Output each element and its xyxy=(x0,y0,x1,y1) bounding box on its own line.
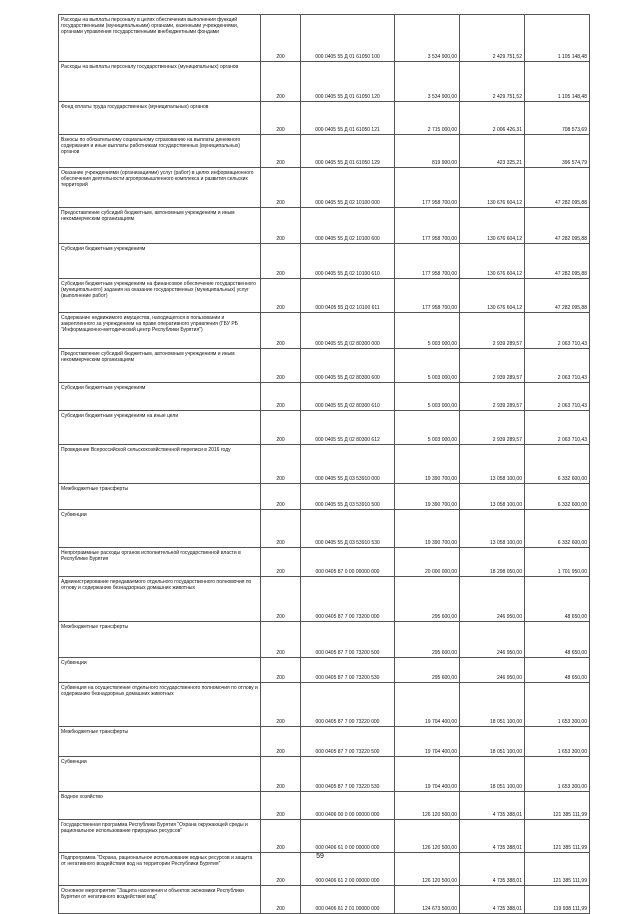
row-line-code: 200 xyxy=(261,15,301,62)
row-executed-amount: 2 429 751,52 xyxy=(460,15,525,62)
row-budget-code: 000 0405 87 7 00 73220 000 xyxy=(301,683,395,727)
row-line-code: 200 xyxy=(261,622,301,658)
row-budget-code: 000 0405 55 Д 01 61050 100 xyxy=(301,15,395,62)
row-approved-amount: 177 958 700,00 xyxy=(395,208,460,244)
row-executed-amount: 130 676 604,12 xyxy=(460,208,525,244)
row-approved-amount: 126 120 500,00 xyxy=(395,820,460,853)
table-row xyxy=(59,279,590,313)
row-budget-code: 000 0405 55 Д 02 80300 610 xyxy=(301,383,395,411)
row-budget-code: 000 0405 55 Д 02 80300 612 xyxy=(301,411,395,445)
row-unexecuted-amount: 48 650,00 xyxy=(525,577,590,622)
row-executed-amount: 4 735 388,01 xyxy=(460,886,525,914)
row-name: Содержание недвижимого имущества, находящегося в пользовании и закрепленного за учреждением на праве оперативного управления (ГБУ РБ "Информационно-методический центр Республики Бурятия") xyxy=(59,313,261,349)
row-unexecuted-amount: 2 063 710,43 xyxy=(525,313,590,349)
row-executed-amount: 4 735 388,01 xyxy=(460,853,525,886)
row-line-code: 200 xyxy=(261,279,301,313)
row-approved-amount: 5 003 000,00 xyxy=(395,383,460,411)
table-row xyxy=(59,683,590,727)
row-name: Администрирование передаваемого отдельного государственного полномочия по отлову и содержанию безнадзорных домашних животных xyxy=(59,577,261,622)
row-executed-amount: 13 058 100,00 xyxy=(460,445,525,484)
row-line-code: 200 xyxy=(261,244,301,279)
row-budget-code: 000 0406 61 2 01 00000 000 xyxy=(301,886,395,914)
row-line-code: 200 xyxy=(261,658,301,683)
row-name: Предоставление субсидий бюджетным, автономным учреждениям и иным некоммерческим организациям xyxy=(59,349,261,383)
row-unexecuted-amount: 121 385 111,99 xyxy=(525,820,590,853)
row-name: Подпрограмма "Охрана, рациональное использование водных ресурсов и защита от негативного воздействия вод на территории Республики Бурятия" xyxy=(59,853,261,886)
row-executed-amount: 13 058 100,00 xyxy=(460,484,525,510)
row-unexecuted-amount: 6 332 600,00 xyxy=(525,484,590,510)
row-approved-amount: 124 673 500,00 xyxy=(395,886,460,914)
row-budget-code: 000 0405 87 7 00 73220 500 xyxy=(301,727,395,757)
row-approved-amount: 126 120 500,00 xyxy=(395,853,460,886)
table-row xyxy=(59,168,590,208)
row-executed-amount: 246 950,00 xyxy=(460,622,525,658)
row-line-code: 200 xyxy=(261,757,301,792)
table-row xyxy=(59,445,590,484)
row-budget-code: 000 0405 55 Д 01 61050 129 xyxy=(301,135,395,168)
table-row xyxy=(59,244,590,279)
row-name: Фонд оплаты труда государственных (муниципальных) органов xyxy=(59,102,261,135)
row-unexecuted-amount: 47 282 095,88 xyxy=(525,279,590,313)
row-executed-amount: 13 058 100,00 xyxy=(460,510,525,548)
row-budget-code: 000 0405 55 Д 03 53910 000 xyxy=(301,445,395,484)
row-name: Субсидии бюджетным учреждениям xyxy=(59,244,261,279)
row-budget-code: 000 0406 61 0 00 00000 000 xyxy=(301,820,395,853)
row-budget-code: 000 0405 55 Д 01 61050 121 xyxy=(301,102,395,135)
row-approved-amount: 19 390 700,00 xyxy=(395,445,460,484)
row-name: Проведение Всероссийской сельскохозяйственной переписи в 2016 году xyxy=(59,445,261,484)
row-approved-amount: 19 390 700,00 xyxy=(395,484,460,510)
row-budget-code: 000 0405 55 Д 03 53910 530 xyxy=(301,510,395,548)
row-line-code: 200 xyxy=(261,510,301,548)
row-budget-code: 000 0405 55 Д 02 80300 000 xyxy=(301,313,395,349)
row-unexecuted-amount: 1 105 148,48 xyxy=(525,15,590,62)
table-row xyxy=(59,886,590,914)
row-name: Расходы на выплаты персоналу государственных (муниципальных) органов xyxy=(59,62,261,102)
row-unexecuted-amount: 2 063 710,43 xyxy=(525,411,590,445)
row-executed-amount: 130 676 604,12 xyxy=(460,279,525,313)
row-name: Основное мероприятие "Защита населения и объектов экономики Республики Бурятия от негативного воздействия вод" xyxy=(59,886,261,914)
row-executed-amount: 18 298 050,00 xyxy=(460,548,525,577)
row-executed-amount: 4 735 388,01 xyxy=(460,820,525,853)
row-name: Государственная программа Республики Бурятия "Охрана окружающей среды и рациональное использование природных ресурсов" xyxy=(59,820,261,853)
row-budget-code: 000 0405 87 7 00 73200 530 xyxy=(301,658,395,683)
row-approved-amount: 2 715 000,00 xyxy=(395,102,460,135)
row-unexecuted-amount: 47 282 095,88 xyxy=(525,168,590,208)
row-unexecuted-amount: 1 701 950,00 xyxy=(525,548,590,577)
row-budget-code: 000 0405 55 Д 02 10100 000 xyxy=(301,168,395,208)
row-executed-amount: 18 051 100,00 xyxy=(460,683,525,727)
row-approved-amount: 295 600,00 xyxy=(395,622,460,658)
row-name: Предоставление субсидий бюджетным, автономным учреждениям и иным некоммерческим организациям xyxy=(59,208,261,244)
row-line-code: 200 xyxy=(261,727,301,757)
table-row xyxy=(59,548,590,577)
row-name: Межбюджетные трансферты xyxy=(59,484,261,510)
row-name: Субсидии бюджетным учреждениям xyxy=(59,383,261,411)
row-budget-code: 000 0405 55 Д 01 61050 120 xyxy=(301,62,395,102)
row-approved-amount: 3 534 900,00 xyxy=(395,15,460,62)
row-line-code: 200 xyxy=(261,135,301,168)
row-name: Субвенция на осуществление отдельного государственного полномочия по отлову и содержанию безнадзорных домашних животных xyxy=(59,683,261,727)
table-row xyxy=(59,349,590,383)
row-name: Расходы на выплаты персоналу в целях обеспечения выполнения функций государственными (муниципальными) органами, казенными учреждениями, органами управления государственными внебюджетными фондами xyxy=(59,15,261,62)
table-row xyxy=(59,658,590,683)
table-row xyxy=(59,102,590,135)
row-executed-amount: 2 939 289,57 xyxy=(460,349,525,383)
row-approved-amount: 177 958 700,00 xyxy=(395,244,460,279)
row-name: Непрограммные расходы органов исполнительной государственной власти в Республике Бурятия xyxy=(59,548,261,577)
table-row xyxy=(59,313,590,349)
row-executed-amount: 130 676 604,12 xyxy=(460,244,525,279)
row-name: Субсидии бюджетным учреждениям на иные цели xyxy=(59,411,261,445)
row-executed-amount: 2 939 289,57 xyxy=(460,411,525,445)
row-budget-code: 000 0405 87 7 00 73220 530 xyxy=(301,757,395,792)
table-row xyxy=(59,15,590,62)
row-approved-amount: 177 958 700,00 xyxy=(395,279,460,313)
row-approved-amount: 20 000 000,00 xyxy=(395,548,460,577)
row-line-code: 200 xyxy=(261,411,301,445)
row-executed-amount: 4 735 388,01 xyxy=(460,792,525,820)
row-line-code: 200 xyxy=(261,683,301,727)
row-approved-amount: 19 390 700,00 xyxy=(395,510,460,548)
table-row xyxy=(59,727,590,757)
row-name: Субвенции xyxy=(59,757,261,792)
row-approved-amount: 19 704 400,00 xyxy=(395,683,460,727)
row-name: Оказание учреждениями (организациями) услуг (работ) в целях информационного обеспечения деятельности агропромышленного комплекса и развития сельских территорий xyxy=(59,168,261,208)
table-row xyxy=(59,208,590,244)
row-budget-code: 000 0406 61 2 00 00000 000 xyxy=(301,853,395,886)
row-unexecuted-amount: 2 063 710,43 xyxy=(525,349,590,383)
row-line-code: 200 xyxy=(261,886,301,914)
row-budget-code: 000 0405 55 Д 02 80300 600 xyxy=(301,349,395,383)
row-name: Субсидии бюджетным учреждениям на финансовое обеспечение государственного (муниципального) задания на оказание государственных (муниципальных) услуг (выполнение работ) xyxy=(59,279,261,313)
row-budget-code: 000 0406 00 0 00 00000 000 xyxy=(301,792,395,820)
row-budget-code: 000 0405 87 7 00 73200 000 xyxy=(301,577,395,622)
row-name: Взносы по обязательному социальному страхованию на выплаты денежного содержания и иные выплаты работникам государственных (муниципальных) органов xyxy=(59,135,261,168)
row-budget-code: 000 0405 87 0 00 00000 000 xyxy=(301,548,395,577)
table-row xyxy=(59,411,590,445)
row-line-code: 200 xyxy=(261,383,301,411)
table-row xyxy=(59,62,590,102)
row-unexecuted-amount: 121 385 111,99 xyxy=(525,792,590,820)
row-line-code: 200 xyxy=(261,349,301,383)
row-executed-amount: 2 939 289,57 xyxy=(460,313,525,349)
row-approved-amount: 3 534 900,00 xyxy=(395,62,460,102)
table-row xyxy=(59,135,590,168)
row-executed-amount: 130 676 604,12 xyxy=(460,168,525,208)
row-unexecuted-amount: 1 653 300,00 xyxy=(525,727,590,757)
row-approved-amount: 5 003 000,00 xyxy=(395,313,460,349)
row-approved-amount: 5 003 000,00 xyxy=(395,349,460,383)
row-line-code: 200 xyxy=(261,102,301,135)
row-executed-amount: 246 950,00 xyxy=(460,577,525,622)
row-unexecuted-amount: 708 573,69 xyxy=(525,102,590,135)
table-row xyxy=(59,484,590,510)
row-name: Субвенции xyxy=(59,510,261,548)
row-line-code: 200 xyxy=(261,548,301,577)
row-approved-amount: 5 003 000,00 xyxy=(395,411,460,445)
row-unexecuted-amount: 396 574,79 xyxy=(525,135,590,168)
row-budget-code: 000 0405 55 Д 02 10100 600 xyxy=(301,208,395,244)
row-budget-code: 000 0405 55 Д 02 10100 610 xyxy=(301,244,395,279)
row-line-code: 200 xyxy=(261,577,301,622)
row-executed-amount: 2 429 751,52 xyxy=(460,62,525,102)
row-executed-amount: 423 325,21 xyxy=(460,135,525,168)
table-row xyxy=(59,577,590,622)
row-line-code: 200 xyxy=(261,62,301,102)
row-approved-amount: 177 958 700,00 xyxy=(395,168,460,208)
table-row xyxy=(59,622,590,658)
row-approved-amount: 295 600,00 xyxy=(395,658,460,683)
row-executed-amount: 2 006 426,31 xyxy=(460,102,525,135)
row-unexecuted-amount: 6 332 600,00 xyxy=(525,510,590,548)
table-row xyxy=(59,510,590,548)
table-row xyxy=(59,792,590,820)
budget-execution-table xyxy=(58,14,590,914)
row-unexecuted-amount: 48 650,00 xyxy=(525,658,590,683)
row-line-code: 200 xyxy=(261,445,301,484)
row-unexecuted-amount: 1 653 300,00 xyxy=(525,683,590,727)
row-approved-amount: 19 704 400,00 xyxy=(395,727,460,757)
row-line-code: 200 xyxy=(261,168,301,208)
row-executed-amount: 18 051 100,00 xyxy=(460,727,525,757)
row-unexecuted-amount: 1 653 300,00 xyxy=(525,757,590,792)
row-line-code: 200 xyxy=(261,792,301,820)
row-unexecuted-amount: 47 282 095,88 xyxy=(525,208,590,244)
row-unexecuted-amount: 121 385 111,99 xyxy=(525,853,590,886)
row-executed-amount: 246 950,00 xyxy=(460,658,525,683)
page-number: 59 xyxy=(316,853,324,860)
table-row xyxy=(59,383,590,411)
row-budget-code: 000 0405 87 7 00 73200 500 xyxy=(301,622,395,658)
row-unexecuted-amount: 47 282 095,88 xyxy=(525,244,590,279)
row-line-code: 200 xyxy=(261,484,301,510)
row-unexecuted-amount: 6 332 600,00 xyxy=(525,445,590,484)
row-approved-amount: 819 900,00 xyxy=(395,135,460,168)
row-unexecuted-amount: 1 105 148,48 xyxy=(525,62,590,102)
row-unexecuted-amount: 119 938 111,99 xyxy=(525,886,590,914)
row-line-code: 200 xyxy=(261,853,301,886)
row-unexecuted-amount: 48 650,00 xyxy=(525,622,590,658)
row-budget-code: 000 0405 55 Д 02 10100 611 xyxy=(301,279,395,313)
row-line-code: 200 xyxy=(261,313,301,349)
row-executed-amount: 18 051 100,00 xyxy=(460,757,525,792)
row-approved-amount: 126 120 500,00 xyxy=(395,792,460,820)
row-executed-amount: 2 939 289,57 xyxy=(460,383,525,411)
table-row xyxy=(59,820,590,853)
row-unexecuted-amount: 2 063 710,43 xyxy=(525,383,590,411)
row-approved-amount: 19 704 400,00 xyxy=(395,757,460,792)
row-line-code: 200 xyxy=(261,820,301,853)
row-name: Межбюджетные трансферты xyxy=(59,622,261,658)
row-name: Межбюджетные трансферты xyxy=(59,727,261,757)
row-name: Субвенции xyxy=(59,658,261,683)
row-approved-amount: 295 600,00 xyxy=(395,577,460,622)
row-line-code: 200 xyxy=(261,208,301,244)
row-budget-code: 000 0405 55 Д 03 53910 500 xyxy=(301,484,395,510)
row-name: Водное хозяйство xyxy=(59,792,261,820)
table-row xyxy=(59,757,590,792)
